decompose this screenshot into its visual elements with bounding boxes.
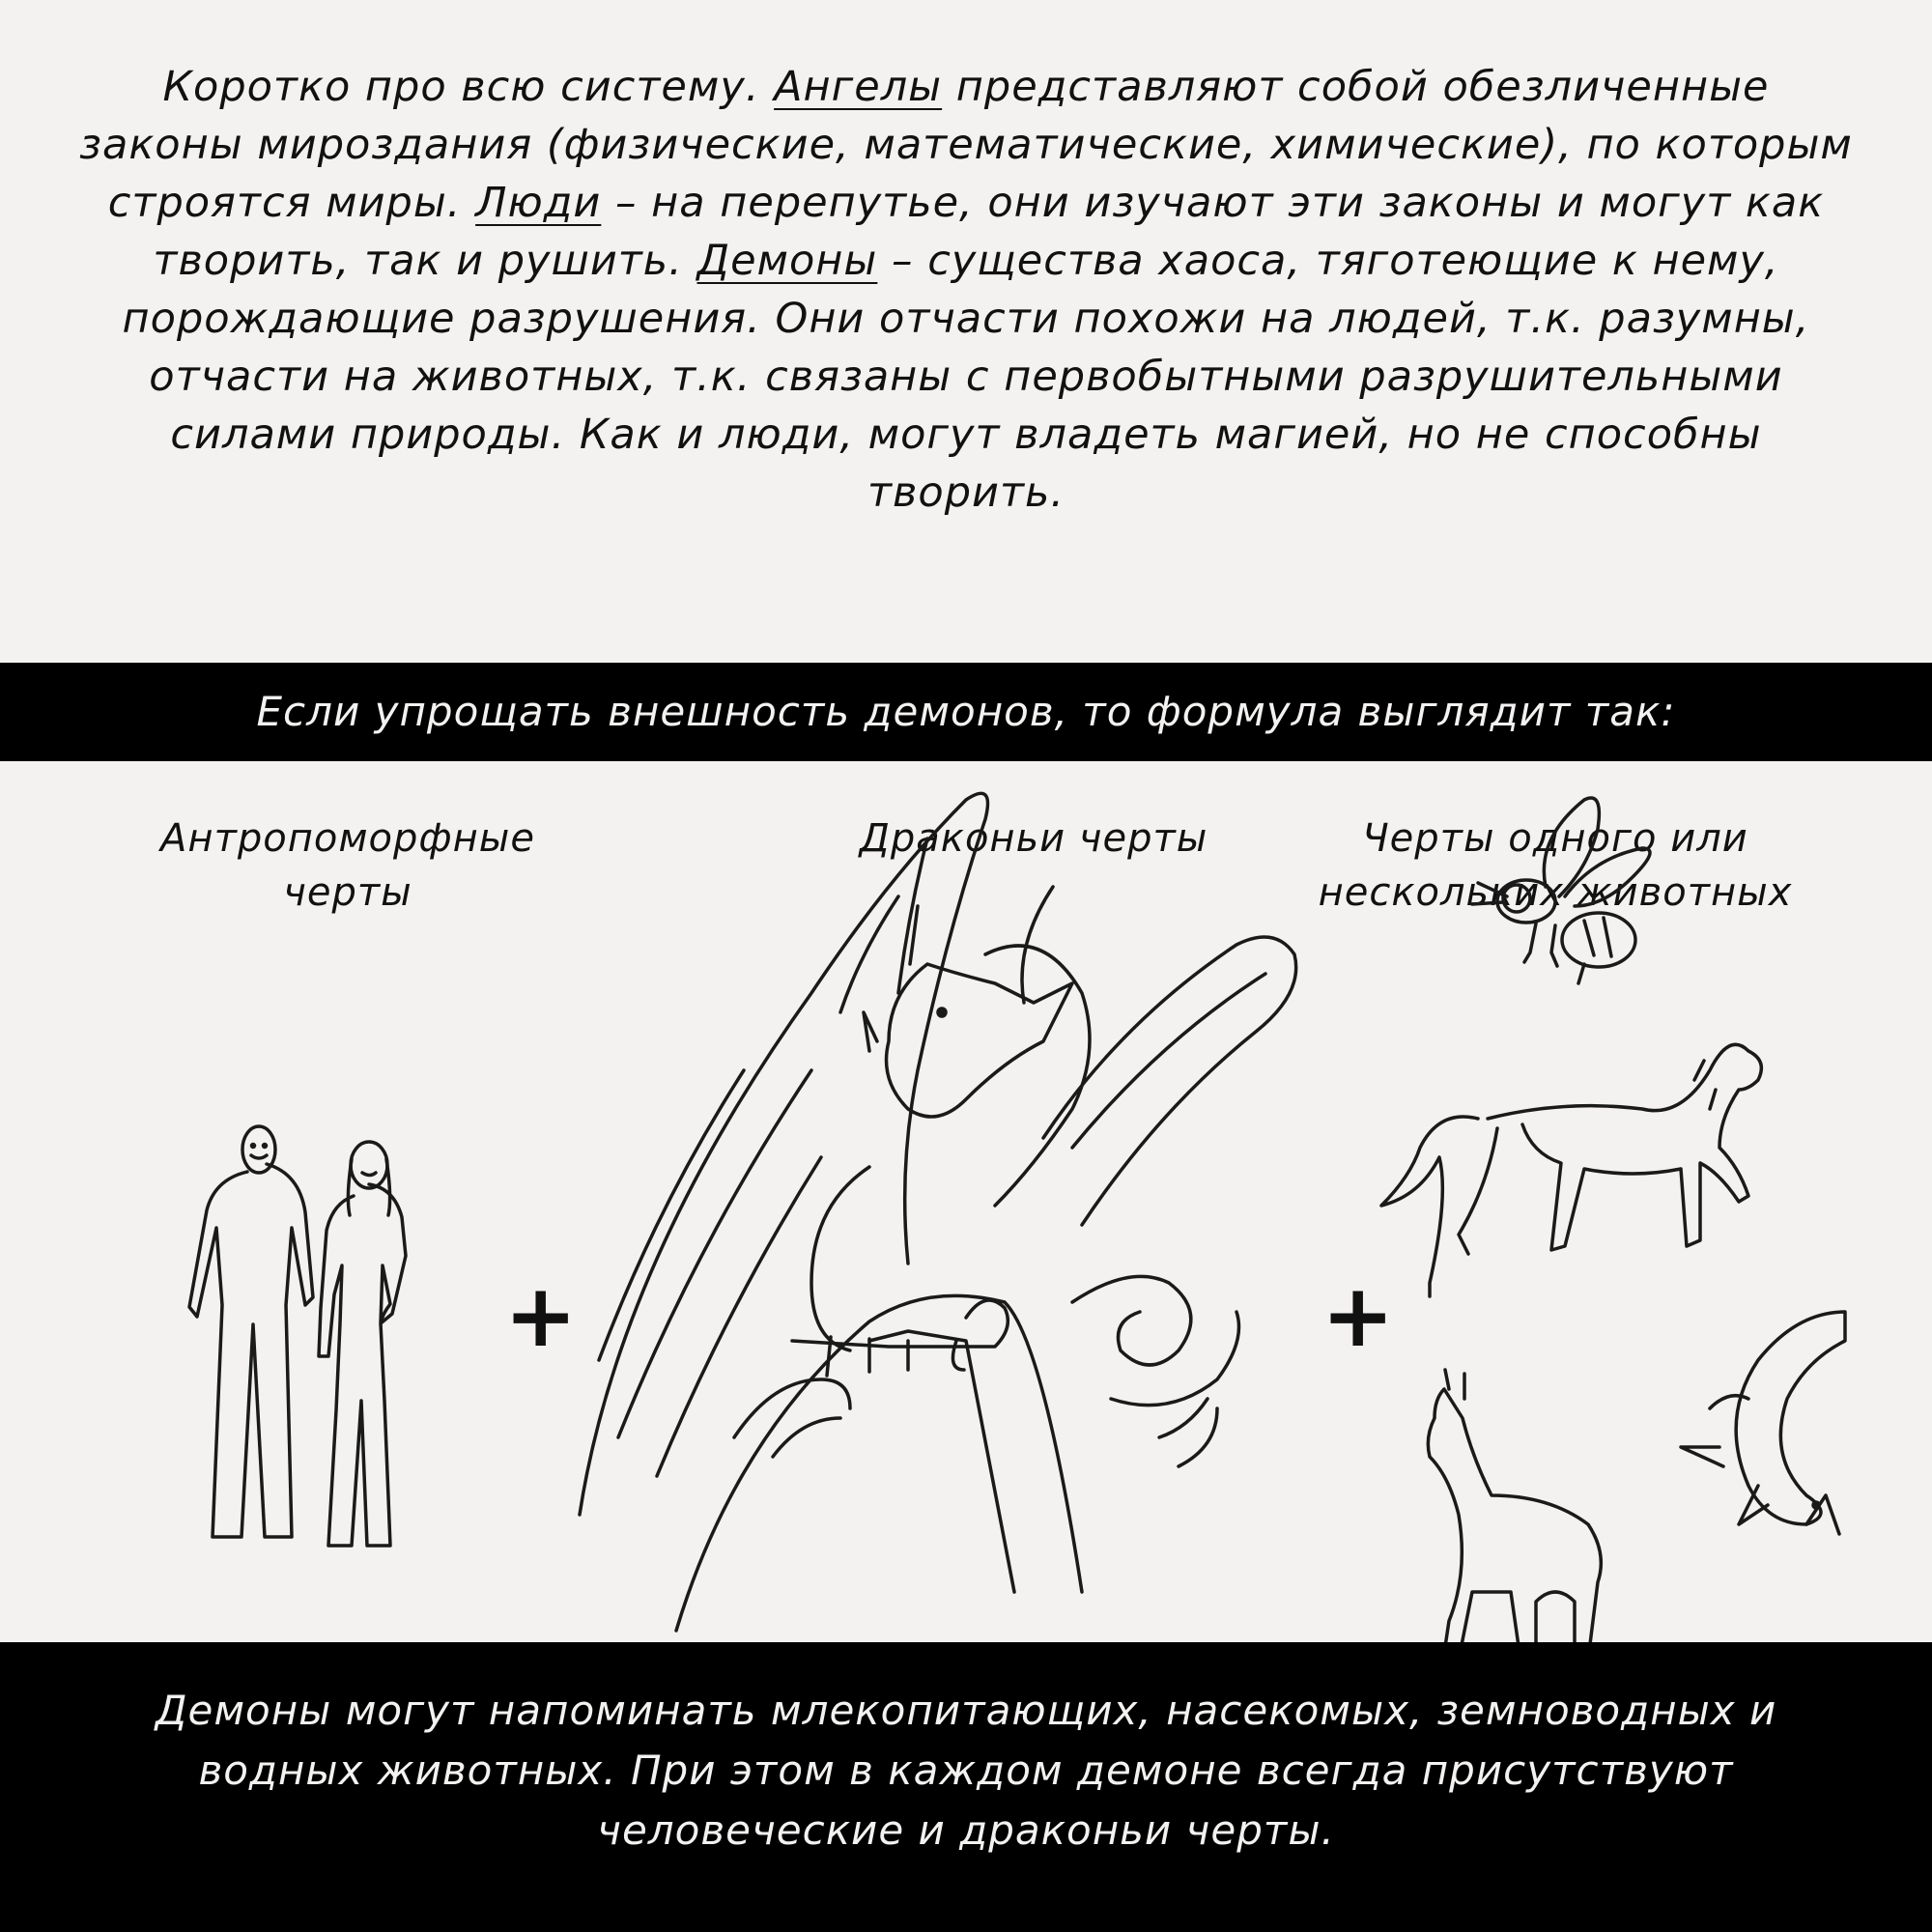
term-people: Люди <box>475 179 602 227</box>
illustrations <box>0 761 1932 1642</box>
intro-part-1: Коротко про всю систему. <box>162 63 775 111</box>
man-figure-icon <box>189 1126 313 1537</box>
dragon-icon <box>580 793 1296 1631</box>
footer-text: Демоны могут напоминать млекопитающих, насекомых, земноводных и водных животных. При этом в каждом демоне всегда присутствуют человеческие и драконьи черты. <box>155 1687 1777 1854</box>
footer-band <box>0 1642 1932 1932</box>
horse-icon <box>1381 1044 1761 1296</box>
intro-part-3: – на перепутье, они изучают эти законы и могут как творить, так и рушить. <box>153 179 1825 285</box>
woman-figure-icon <box>319 1142 406 1546</box>
term-angels: Ангелы <box>774 63 943 111</box>
intro-part-4: – существа хаоса, тяготеющие к нему, порождающие разрушения. Они отчасти похожи на людей, т.к. разумны, отчасти на животных, т.к. связаны с первобытными разрушительными силами природы. Как и люди, могут владеть магией, но не способны творить. <box>122 237 1810 517</box>
plus-sign-2: + <box>1321 1265 1395 1367</box>
label-dragon: Драконьи черты <box>859 816 1208 861</box>
formula-banner: Если упрощать внешность демонов, то формула выглядит так: <box>0 663 1932 761</box>
shark-icon <box>1681 1312 1845 1534</box>
bee-icon <box>1472 798 1650 983</box>
label-animals: Черты одного или нескольких животных <box>1318 816 1793 915</box>
label-anthropomorphic: Антропоморфные черты <box>160 816 535 915</box>
term-demons: Демоны <box>696 237 878 285</box>
intro-text <box>77 58 1855 522</box>
wolf-icon <box>1428 1370 1601 1642</box>
plus-sign-1: + <box>504 1265 578 1367</box>
intro-part-2: представляют собой обезличенные законы мироздания (физические, математические, химические), по которым строятся миры. <box>79 63 1853 227</box>
